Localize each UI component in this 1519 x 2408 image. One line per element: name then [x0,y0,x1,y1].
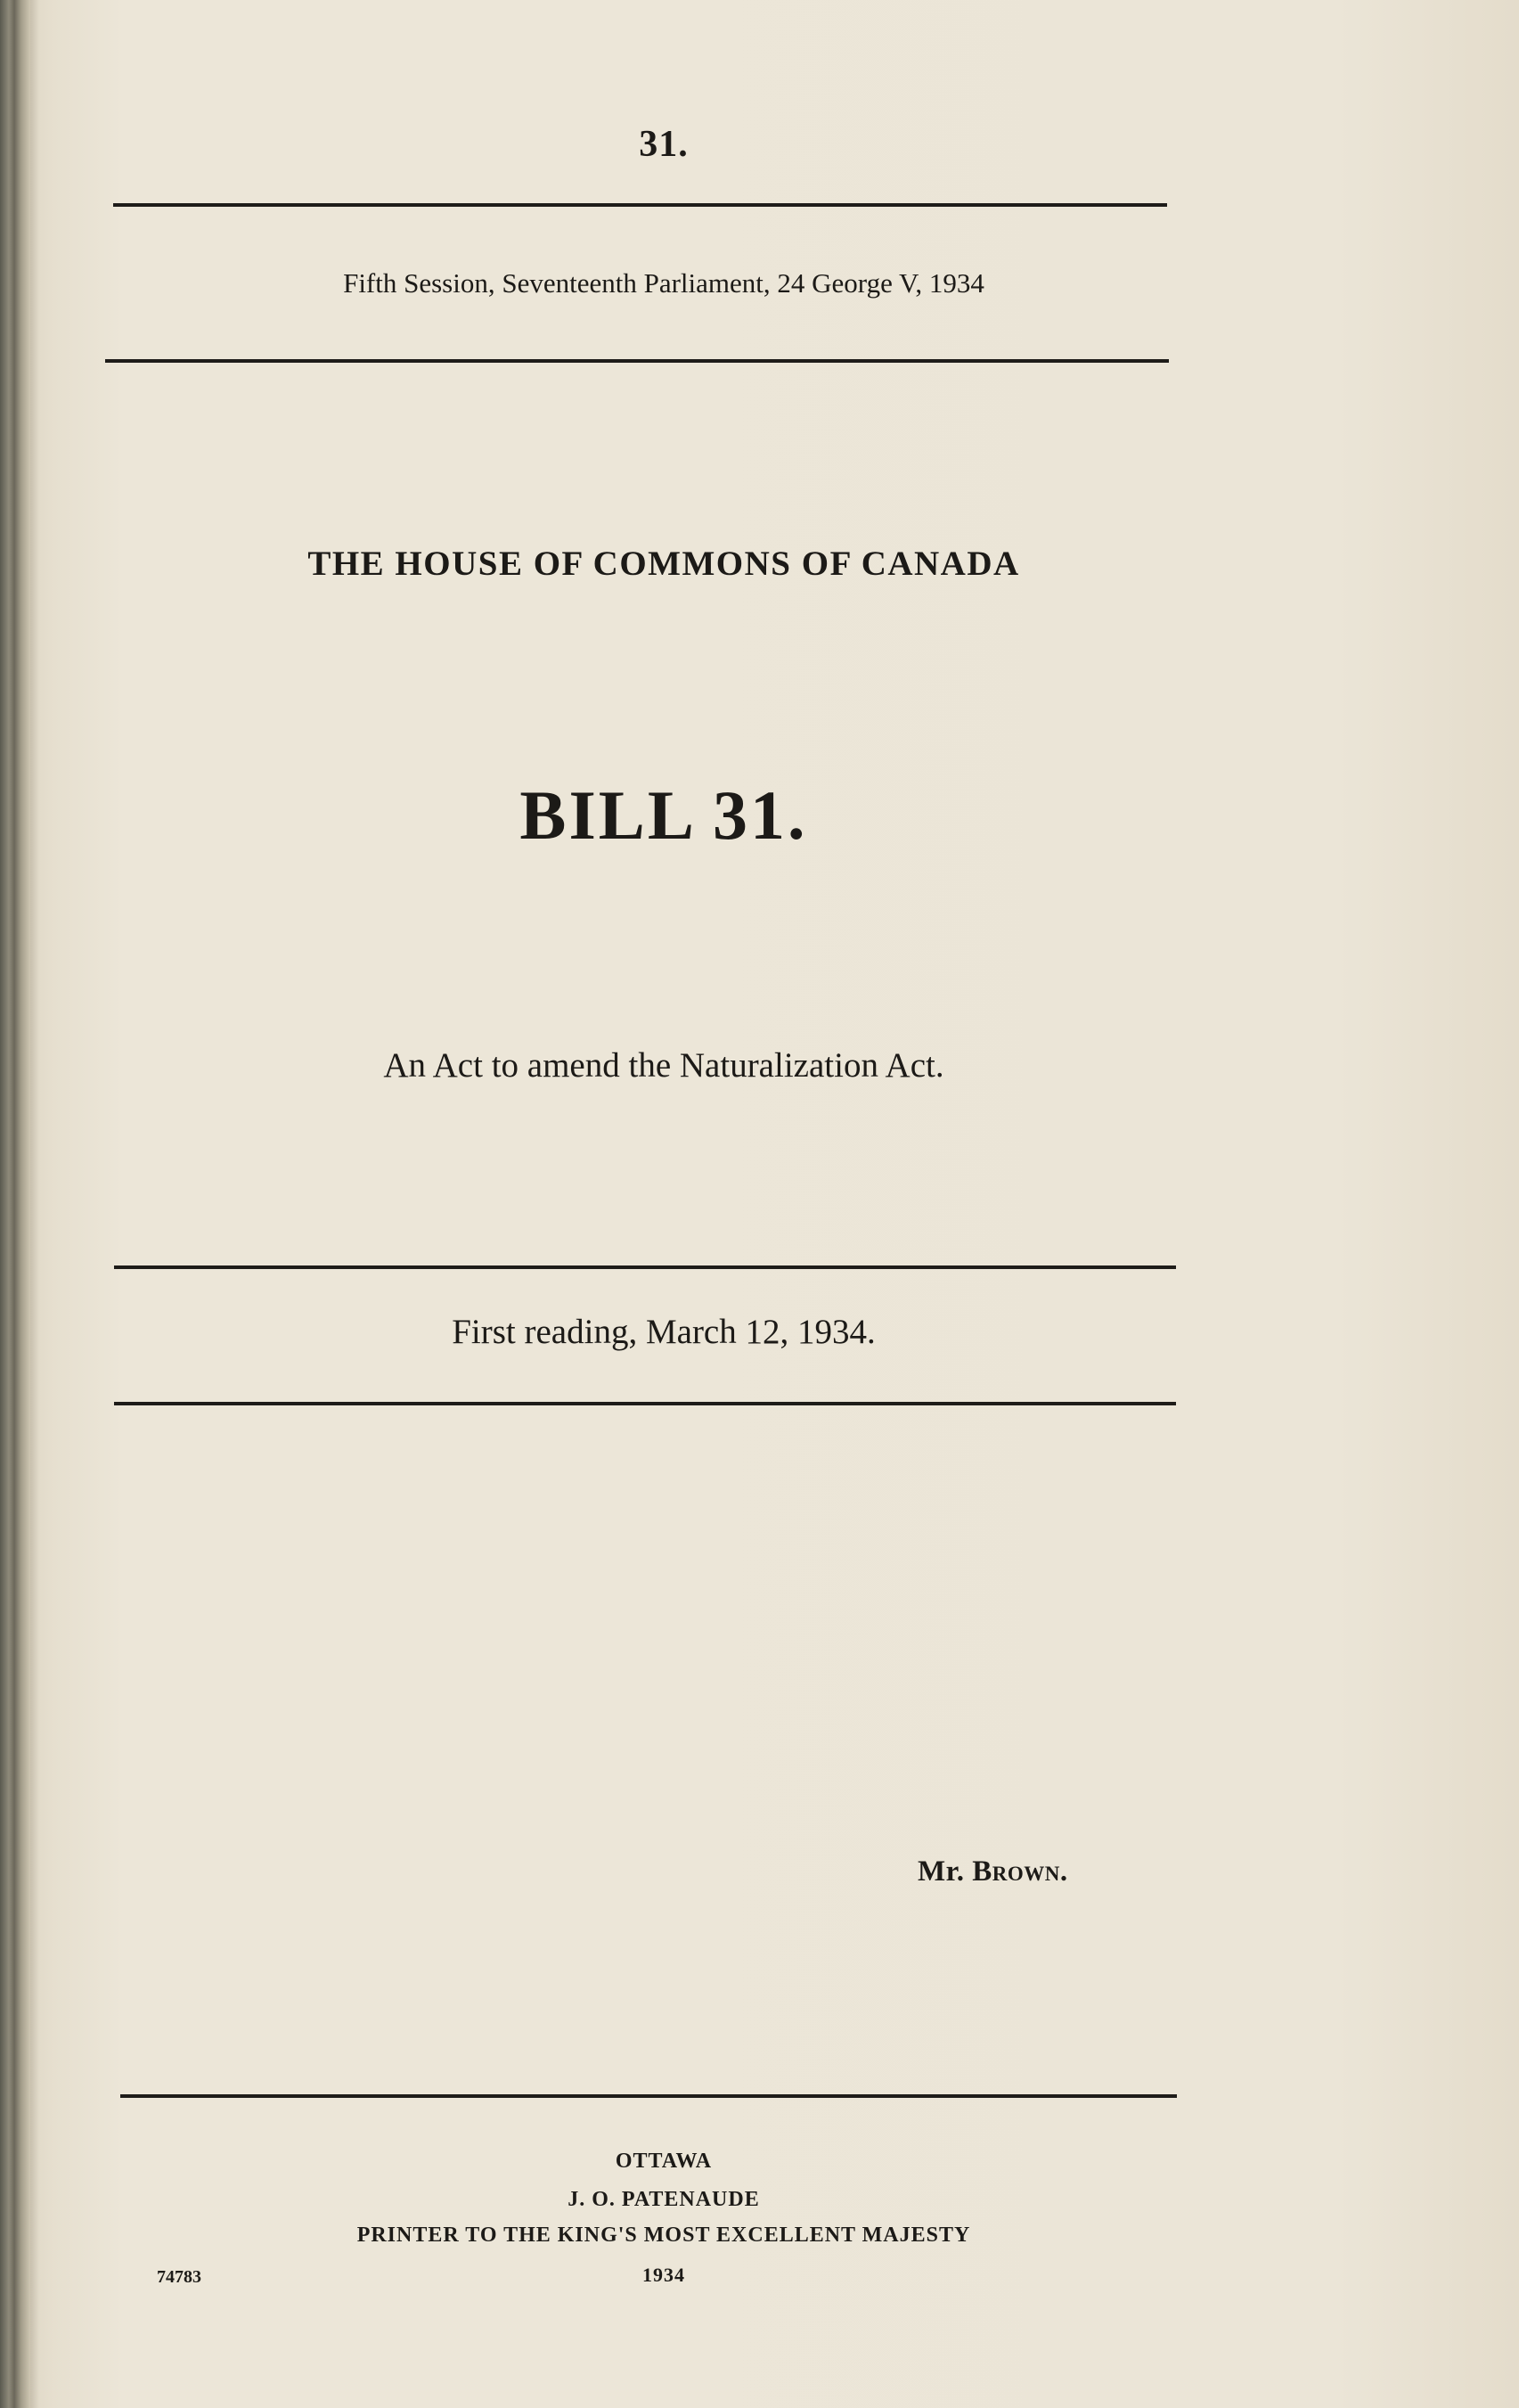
house-heading: THE HOUSE OF COMMONS OF CANADA [307,545,1020,583]
reading-bottom-rule [114,1402,1176,1405]
reading-top-rule [114,1265,1176,1269]
sponsor [918,1855,1068,1888]
print-code: 74783 [157,2267,201,2287]
bill-number-heading: 31. [639,124,689,165]
show-through-text [116,356,1274,1961]
imprint-city: OTTAWA [615,2150,713,2173]
book-binding [0,0,30,2408]
sponsor-prefix: Mr. [918,1855,973,1888]
first-reading-line: First reading, March 12, 1934. [452,1313,876,1351]
session-line: Fifth Session, Seventeenth Parliament, 24 George V, 1934 [343,267,984,299]
act-title: An Act to amend the Naturalization Act. [383,1046,944,1085]
bill-title: BILL 31. [519,776,808,854]
sponsor-name: Brown. [972,1855,1068,1888]
top-rule [113,203,1167,207]
binding-shadow [30,0,39,2408]
imprint-printer-title: PRINTER TO THE KING'S MOST EXCELLENT MAJESTY [356,2224,971,2247]
session-rule [105,359,1169,363]
imprint-year: 1934 [642,2264,685,2286]
imprint-rule [120,2094,1177,2098]
imprint-printer: J. O. PATENAUDE [568,2188,760,2211]
